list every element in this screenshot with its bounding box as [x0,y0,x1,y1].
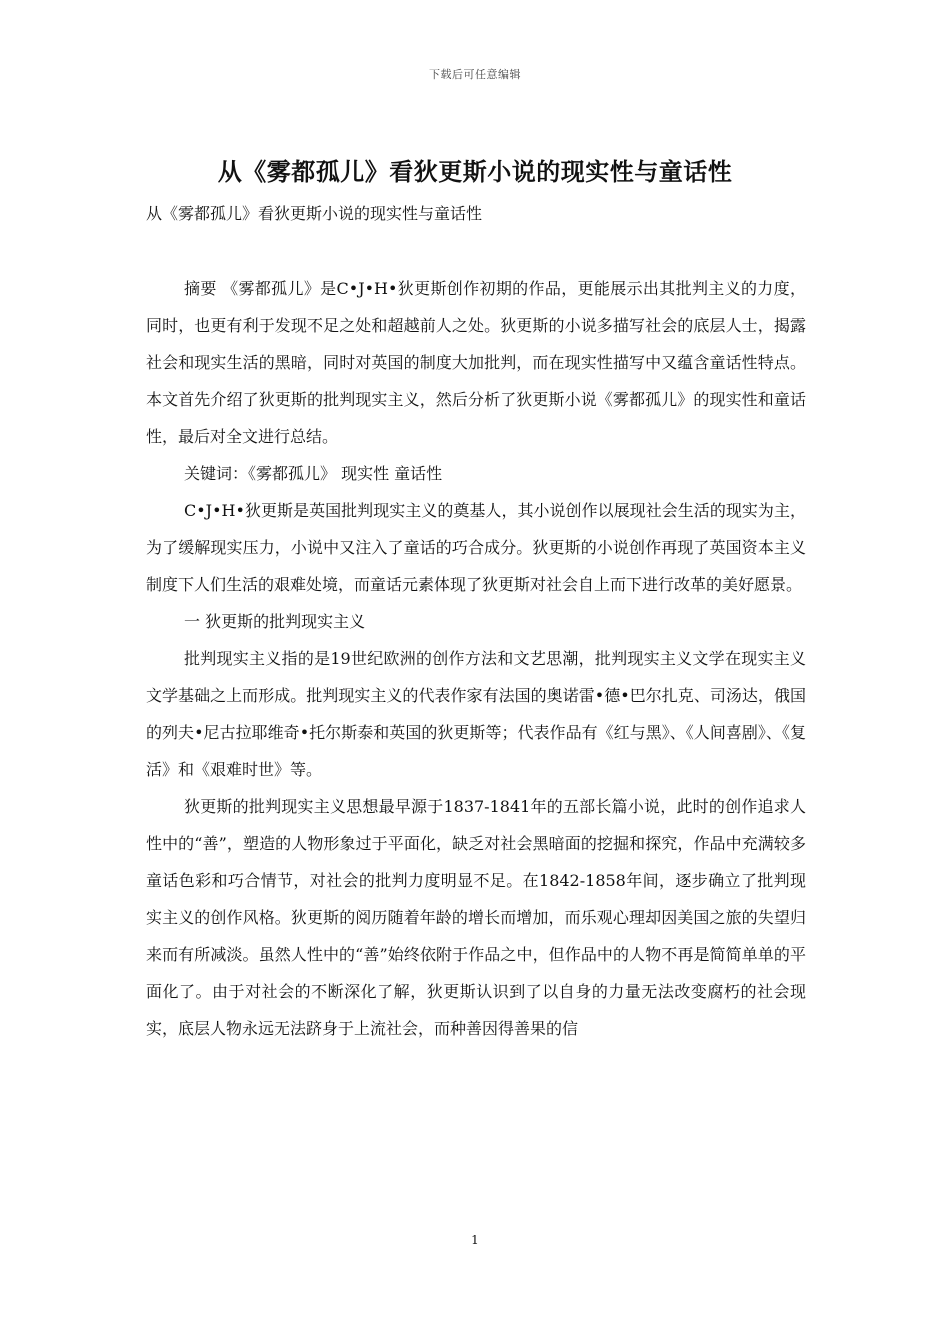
page-number: 1 [471,1233,479,1247]
body-paragraph: 批判现实主义指的是19世纪欧洲的创作方法和文艺思潮，批判现实主义文学在现实主义文学基础之上而形成。批判现实主义的代表作家有法国的奥诺雷•德•巴尔扎克、司汤达，俄国的列夫•尼古拉耶维奇•托尔斯泰和英国的狄更斯等；代表作品有《红与黑》、《人间喜剧》、《复活》和《艰难时世》等。 [146,649,806,779]
body-paragraph: 狄更斯的批判现实主义思想最早源于1837-1841年的五部长篇小说，此时的创作追求人性中的“善”，塑造的人物形象过于平面化，缺乏对社会黑暗面的挖掘和探究，作品中充满较多童话色彩和巧合情节，对社会的批判力度明显不足。在1842-1858年间，逐步确立了批判现实主义的创作风格。狄更斯的阅历随着年龄的增长而增加，而乐观心理却因美国之旅的失望归来而有所减淡。虽然人性中的“善”始终依附于作品之中，但作品中的人物不再是简简单单的平面化了。由于对社会的不断深化了解，狄更斯认识到了以自身的力量无法改变腐朽的社会现实，底层人物永远无法跻身于上流社会，而种善因得善果的信 [146,797,806,1038]
keywords-paragraph: 关键词：《雾都孤儿》 现实性 童话性 [184,464,443,483]
document-body [146,270,806,1047]
section-heading: 一 狄更斯的批判现实主义 [184,612,366,631]
header-note: 下载后可任意编辑 [429,68,521,81]
intro-paragraph: C•J•H•狄更斯是英国批判现实主义的奠基人，其小说创作以展现社会生活的现实为主，为了缓解现实压力，小说中又注入了童话的巧合成分。狄更斯的小说创作再现了英国资本主义制度下人们生活的艰难处境，而童话元素体现了狄更斯对社会自上而下进行改革的美好愿景。 [146,501,806,594]
document-title: 从《雾都孤儿》看狄更斯小说的现实性与童话性 [217,157,733,186]
abstract-paragraph: 摘要 《雾都孤儿》是C•J•H•狄更斯创作初期的作品，更能展示出其批判主义的力度，同时，也更有利于发现不足之处和超越前人之处。狄更斯的小说多描写社会的底层人士，揭露社会和现实生活的黑暗，同时对英国的制度大加批判，而在现实性描写中又蕴含童话性特点。本文首先介绍了狄更斯的批判现实主义，然后分析了狄更斯小说《雾都孤儿》的现实性和童话性，最后对全文进行总结。 [146,279,806,446]
document-subtitle: 从《雾都孤儿》看狄更斯小说的现实性与童话性 [146,204,483,223]
